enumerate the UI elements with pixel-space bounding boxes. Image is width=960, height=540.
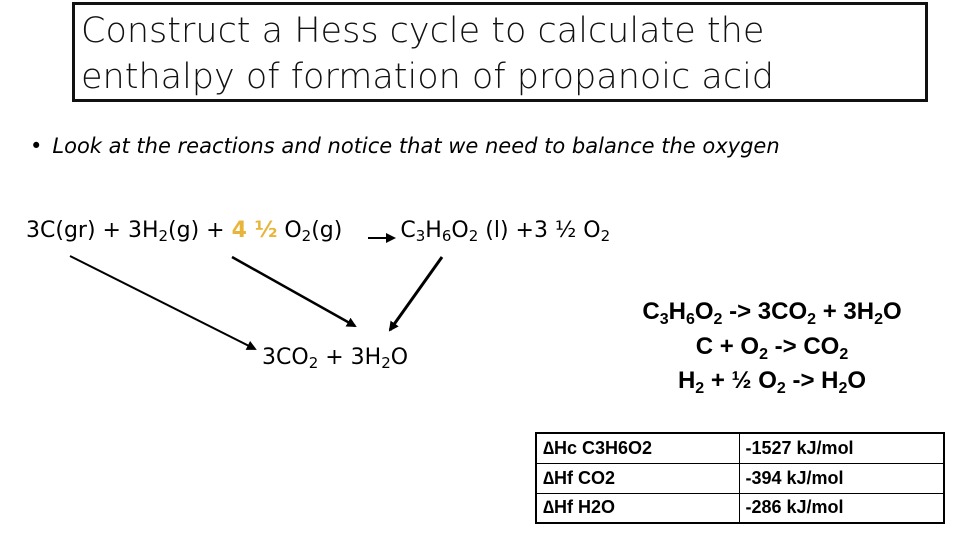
products-text: + 3H: [318, 345, 382, 370]
rxn-text: -> H: [785, 367, 839, 394]
table-cell-label: ∆Hf CO2: [536, 463, 739, 493]
title-line-1: Construct a Hess cycle to calculate the: [81, 11, 765, 51]
eq-product-text: (l) +3 ½ O: [478, 218, 601, 243]
rxn-subscript: 2: [776, 380, 786, 397]
eq-subscript: 3: [415, 227, 426, 245]
title-line-2: enthalpy of formation of propanoic acid: [81, 57, 775, 97]
eq-subscript: 2: [301, 227, 312, 245]
eq-reactant-text: (g) +: [168, 218, 232, 243]
eq-subscript: 2: [158, 227, 169, 245]
rxn-text: H: [668, 298, 686, 325]
rxn-subscript: 6: [685, 311, 695, 328]
eq-subscript: 6: [441, 227, 452, 245]
rxn-subscript: 2: [759, 346, 768, 363]
rxn-subscript: 2: [713, 311, 723, 328]
reaction-combustion-acid: [612, 298, 932, 329]
table-cell-value: -286 kJ/mol: [739, 493, 944, 523]
products-text: 3CO: [262, 345, 309, 370]
rxn-text: H: [677, 367, 696, 394]
reaction-combustion-hydrogen: [612, 367, 932, 398]
eq-product-text: H: [425, 218, 442, 243]
rxn-text: C: [642, 298, 660, 325]
rxn-subscript: 2: [874, 311, 883, 328]
eq-reactant-text: 3C(gr) + 3H: [26, 218, 159, 243]
carbon-to-products-arrow: [70, 256, 255, 349]
acid-to-products-arrow: [390, 257, 442, 330]
rxn-text: O: [882, 298, 902, 325]
rxn-text: + ½ O: [704, 367, 777, 394]
table-row: [536, 493, 944, 523]
eq-subscript: 2: [600, 227, 611, 245]
rxn-text: C + O: [695, 333, 760, 360]
rxn-subscript: 2: [807, 311, 817, 328]
oxygen-coefficient-highlight: 4 ½: [231, 218, 278, 243]
eq-product-text: C: [400, 218, 416, 243]
table-row: [536, 463, 944, 493]
rxn-text: O: [847, 367, 867, 394]
enthalpy-table: [535, 432, 945, 524]
table-cell-value: -1527 kJ/mol: [739, 433, 944, 463]
eq-subscript: 2: [381, 354, 391, 372]
eq-subscript: 2: [308, 354, 319, 372]
rxn-subscript: 2: [695, 380, 705, 397]
eq-reactant-text: (g): [311, 218, 343, 243]
rxn-text: -> 3CO: [722, 298, 808, 325]
eq-subscript: 2: [468, 227, 479, 245]
bullet-dot: •: [30, 134, 43, 158]
eq-product-text: O: [451, 218, 469, 243]
products-text: O: [390, 345, 409, 370]
rxn-subscript: 3: [659, 311, 669, 328]
rxn-text: + 3H: [816, 298, 875, 325]
reaction-combustion-carbon: [612, 333, 932, 364]
table-cell-value: -394 kJ/mol: [739, 463, 944, 493]
table-cell-label: ∆Hf H2O: [536, 493, 739, 523]
eq-reactant-text: O: [277, 218, 302, 243]
table-row: [536, 433, 944, 463]
hydrogen-to-products-arrow: [232, 257, 355, 326]
rxn-subscript: 2: [839, 346, 849, 363]
rxn-text: O: [694, 298, 714, 325]
rxn-subscript: 2: [838, 380, 848, 397]
table-cell-label: ∆Hc C3H6O2: [536, 433, 739, 463]
bullet-text: Look at the reactions and notice that we need to balance the oxygen: [52, 134, 780, 158]
rxn-text: -> CO: [768, 333, 840, 360]
